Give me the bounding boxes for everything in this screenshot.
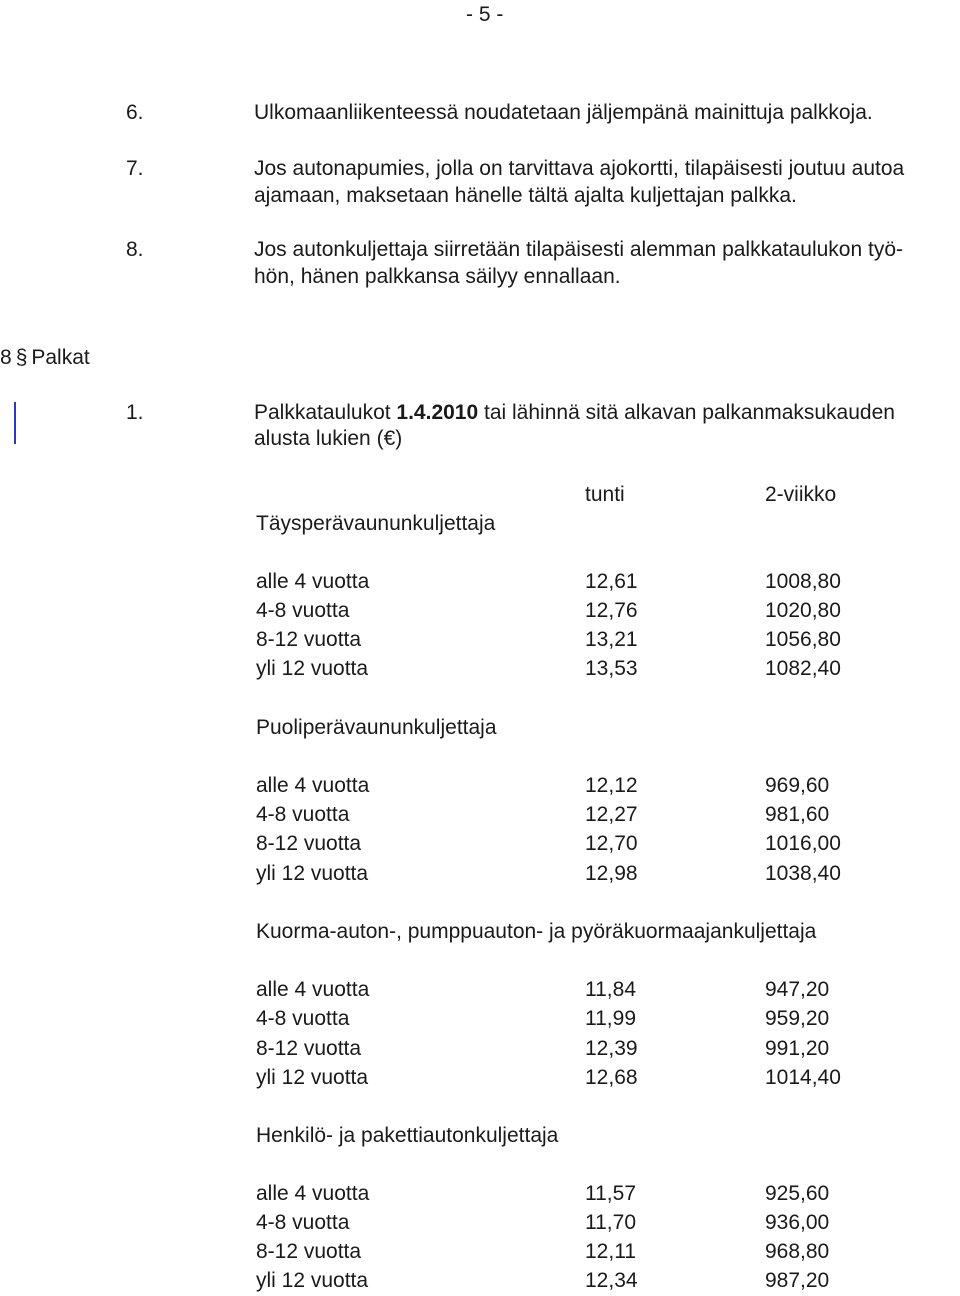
subsection-line: alusta lukien (€) [254, 427, 403, 450]
subsection-line [254, 399, 895, 427]
row-label: 4-8 vuotta [256, 1211, 350, 1234]
section-sign: § [15, 346, 28, 369]
row-2-viikko: 987,20 [765, 1269, 830, 1292]
column-header-tunti: tunti [585, 483, 625, 506]
group-title: Puoliperävaununkuljettaja [256, 716, 497, 739]
subsection-prefix: Palkkataulukot [254, 401, 397, 424]
row-2-viikko: 991,20 [765, 1037, 830, 1060]
row-label: 8-12 vuotta [256, 1240, 362, 1263]
row-tunti: 11,57 [585, 1182, 636, 1205]
row-label: alle 4 vuotta [256, 774, 370, 797]
row-label: 4-8 vuotta [256, 803, 350, 826]
subsection-suffix: tai lähinnä sitä alkavan palkanmaksukauden [478, 401, 895, 424]
row-2-viikko: 1008,80 [765, 570, 841, 593]
row-2-viikko: 1038,40 [765, 862, 841, 885]
row-label: 8-12 vuotta [256, 832, 362, 855]
row-label: yli 12 vuotta [256, 1269, 369, 1292]
row-tunti: 12,12 [585, 774, 638, 797]
row-label: 8-12 vuotta [256, 628, 362, 651]
row-tunti: 12,70 [585, 832, 638, 855]
row-label: 8-12 vuotta [256, 1037, 362, 1060]
row-tunti: 12,39 [585, 1037, 638, 1060]
row-2-viikko: 959,20 [765, 1007, 830, 1030]
row-label: alle 4 vuotta [256, 1182, 370, 1205]
row-2-viikko: 936,00 [765, 1211, 830, 1234]
row-tunti: 11,99 [585, 1007, 636, 1030]
row-label: alle 4 vuotta [256, 978, 370, 1001]
row-2-viikko: 925,60 [765, 1182, 830, 1205]
row-2-viikko: 1016,00 [765, 832, 841, 855]
row-tunti: 11,70 [585, 1211, 636, 1234]
item-number: 8. [126, 238, 144, 261]
row-2-viikko: 969,60 [765, 774, 830, 797]
row-tunti: 13,21 [585, 628, 638, 651]
row-label: yli 12 vuotta [256, 1066, 369, 1089]
item-text-line: Jos autonkuljettaja siirretään tilapäisesti alemman palkkataulukon työ- [254, 238, 904, 261]
row-tunti: 12,27 [585, 803, 638, 826]
row-label: 4-8 vuotta [256, 1007, 350, 1030]
group-title: Täysperävaununkuljettaja [256, 512, 496, 535]
item-number: 6. [126, 101, 144, 124]
row-tunti: 12,34 [585, 1269, 638, 1292]
revision-change-bar [14, 402, 16, 444]
page-number: - 5 - [466, 3, 504, 26]
item-number: 7. [126, 157, 144, 180]
group-title: Kuorma-auton-, pumppuauton- ja pyöräkuormaajankuljettaja [256, 920, 817, 943]
row-label: yli 12 vuotta [256, 862, 369, 885]
group-title: Henkilö- ja pakettiautonkuljettaja [256, 1124, 559, 1147]
row-tunti: 12,76 [585, 599, 638, 622]
row-label: yli 12 vuotta [256, 657, 369, 680]
row-2-viikko: 947,20 [765, 978, 830, 1001]
item-text-line: hön, hänen palkkansa säilyy ennallaan. [254, 265, 621, 288]
row-2-viikko: 968,80 [765, 1240, 830, 1263]
section-title: Palkat [31, 346, 90, 369]
row-tunti: 12,61 [585, 570, 638, 593]
row-2-viikko: 981,60 [765, 803, 830, 826]
row-2-viikko: 1082,40 [765, 657, 841, 680]
row-2-viikko: 1020,80 [765, 599, 841, 622]
row-label: alle 4 vuotta [256, 570, 370, 593]
row-label: 4-8 vuotta [256, 599, 350, 622]
row-2-viikko: 1056,80 [765, 628, 841, 651]
section-number: 8 [0, 346, 12, 369]
item-text-line: ajamaan, maksetaan hänelle tältä ajalta kuljettajan palkka. [254, 184, 797, 207]
row-tunti: 12,98 [585, 862, 638, 885]
row-tunti: 12,68 [585, 1066, 638, 1089]
row-tunti: 11,84 [585, 978, 636, 1001]
effective-date: 1.4.2010 [396, 401, 479, 424]
item-text-line: Ulkomaanliikenteessä noudatetaan jäljempänä mainittuja palkkoja. [254, 101, 873, 124]
row-tunti: 12,11 [585, 1240, 636, 1263]
row-tunti: 13,53 [585, 657, 638, 680]
column-header-2-viikko: 2-viikko [765, 483, 837, 506]
subsection-number: 1. [126, 401, 144, 424]
row-2-viikko: 1014,40 [765, 1066, 841, 1089]
item-text-line: Jos autonapumies, jolla on tarvittava ajokortti, tilapäisesti joutuu autoa [254, 157, 905, 180]
section-heading [0, 344, 90, 372]
